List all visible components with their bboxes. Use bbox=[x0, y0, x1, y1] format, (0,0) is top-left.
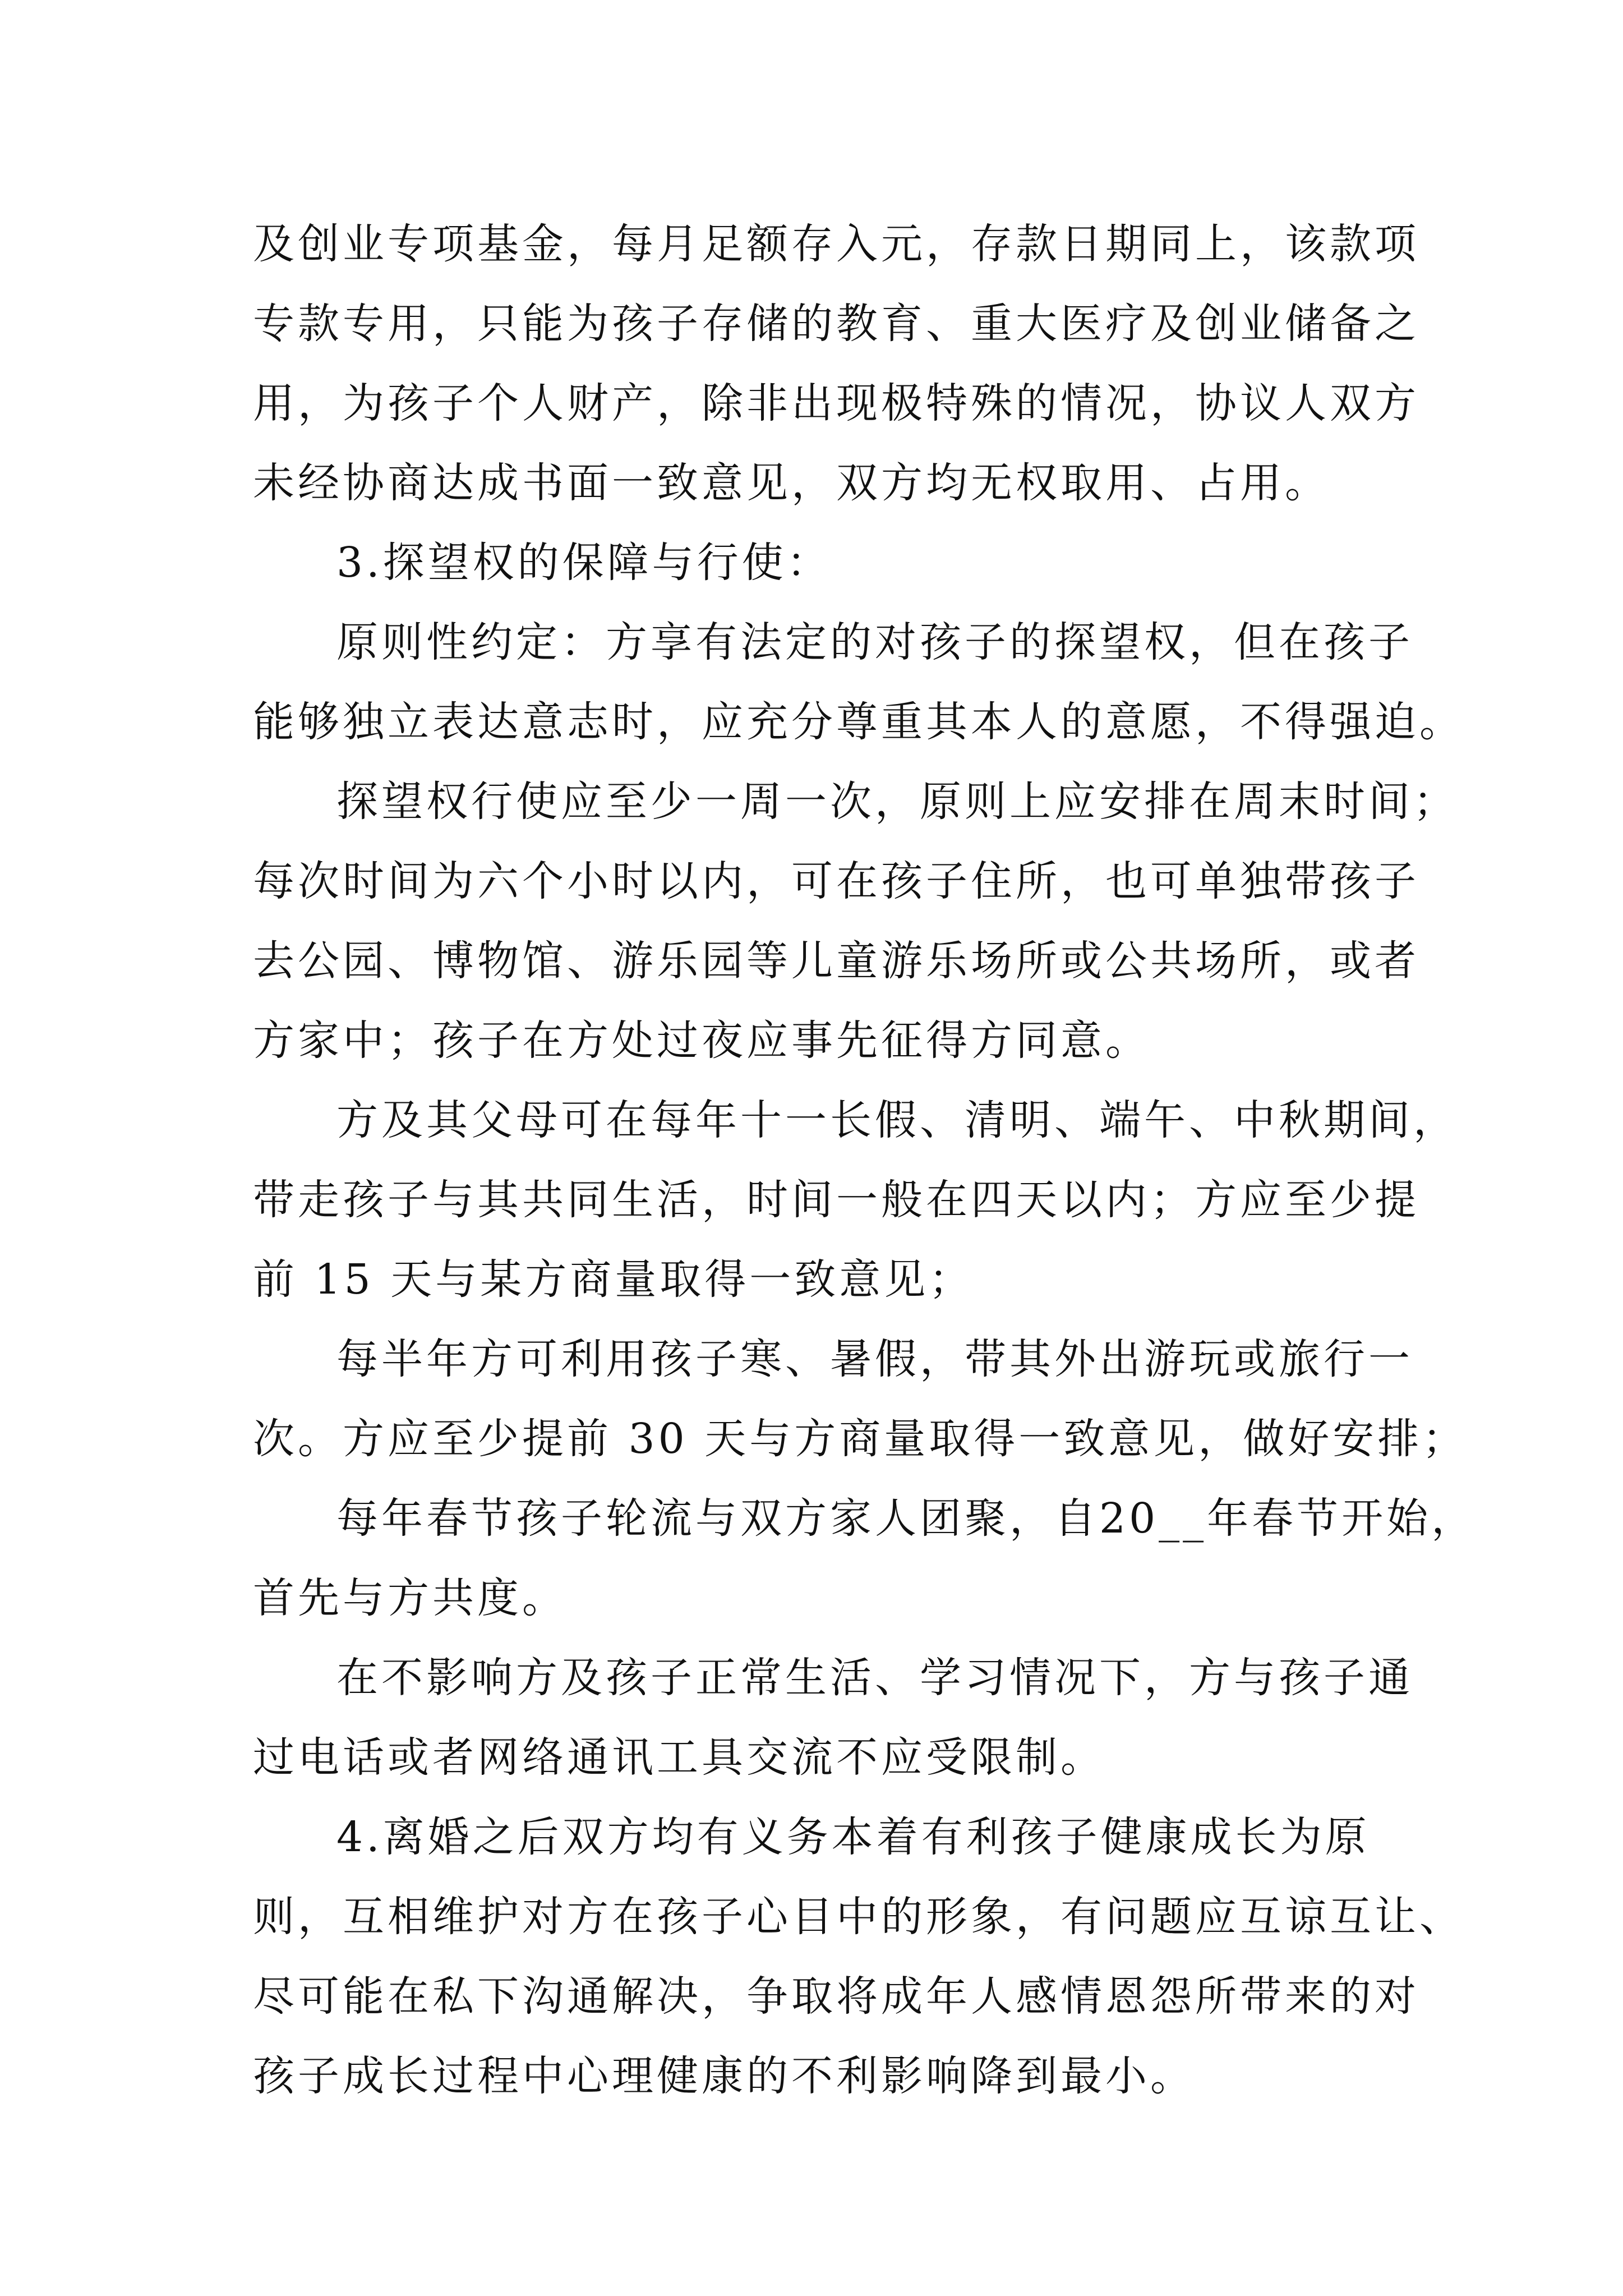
text-line: 及创业专项基金，每月足额存入元，存款日期同上，该款项 bbox=[253, 220, 1419, 268]
text-line: 每年春节孩子轮流与双方家人团聚，自20__年春节开始， bbox=[336, 1494, 1477, 1543]
section-heading: 3.探望权的保障与行使： bbox=[336, 539, 832, 587]
text-line: 专款专用，只能为孩子存储的教育、重大医疗及创业储备之 bbox=[253, 300, 1419, 348]
text-line: 每半年方可利用孩子寒、暑假，带其外出游玩或旅行一 bbox=[336, 1335, 1413, 1383]
text-line: 次。方应至少提前 30 天与方商量取得一致意见，做好安排； bbox=[253, 1415, 1468, 1463]
text-line: 未经协商达成书面一致意见，双方均无权取用、占用。 bbox=[253, 459, 1330, 507]
section-heading: 4.离婚之后双方均有义务本着有利孩子健康成长为原 bbox=[336, 1813, 1370, 1861]
text-line: 去公园、博物馆、游乐园等儿童游乐场所或公共场所，或者 bbox=[253, 937, 1419, 985]
text-line: 方及其父母可在每年十一长假、清明、端午、中秋期间， bbox=[336, 1096, 1458, 1144]
text-line: 原则性约定：方享有法定的对孩子的探望权，但在孩子 bbox=[336, 618, 1413, 666]
text-line: 过电话或者网络通讯工具交流不应受限制。 bbox=[253, 1733, 1105, 1782]
text-line: 前 15 天与某方商量取得一致意见； bbox=[253, 1255, 974, 1304]
text-line: 方家中；孩子在方处过夜应事先征得方同意。 bbox=[253, 1016, 1150, 1065]
text-line: 每次时间为六个小时以内，可在孩子住所，也可单独带孩子 bbox=[253, 857, 1419, 905]
text-line: 用，为孩子个人财产，除非出现极特殊的情况，协议人双方 bbox=[253, 379, 1419, 427]
text-line: 孩子成长过程中心理健康的不利影响降到最小。 bbox=[253, 2052, 1195, 2100]
text-line: 尽可能在私下沟通解决，争取将成年人感情恩怨所带来的对 bbox=[253, 1972, 1419, 2021]
text-line: 则，互相维护对方在孩子心目中的形象，有问题应互谅互让、 bbox=[253, 1893, 1464, 1941]
text-line: 在不影响方及孩子正常生活、学习情况下，方与孩子通 bbox=[336, 1654, 1413, 1702]
text-line: 带走孩子与其共同生活，时间一般在四天以内；方应至少提 bbox=[253, 1176, 1419, 1224]
text-line: 能够独立表达意志时，应充分尊重其本人的意愿，不得强迫。 bbox=[253, 698, 1464, 746]
text-line: 探望权行使应至少一周一次，原则上应安排在周末时间； bbox=[336, 777, 1458, 826]
text-line: 首先与方共度。 bbox=[253, 1574, 567, 1622]
